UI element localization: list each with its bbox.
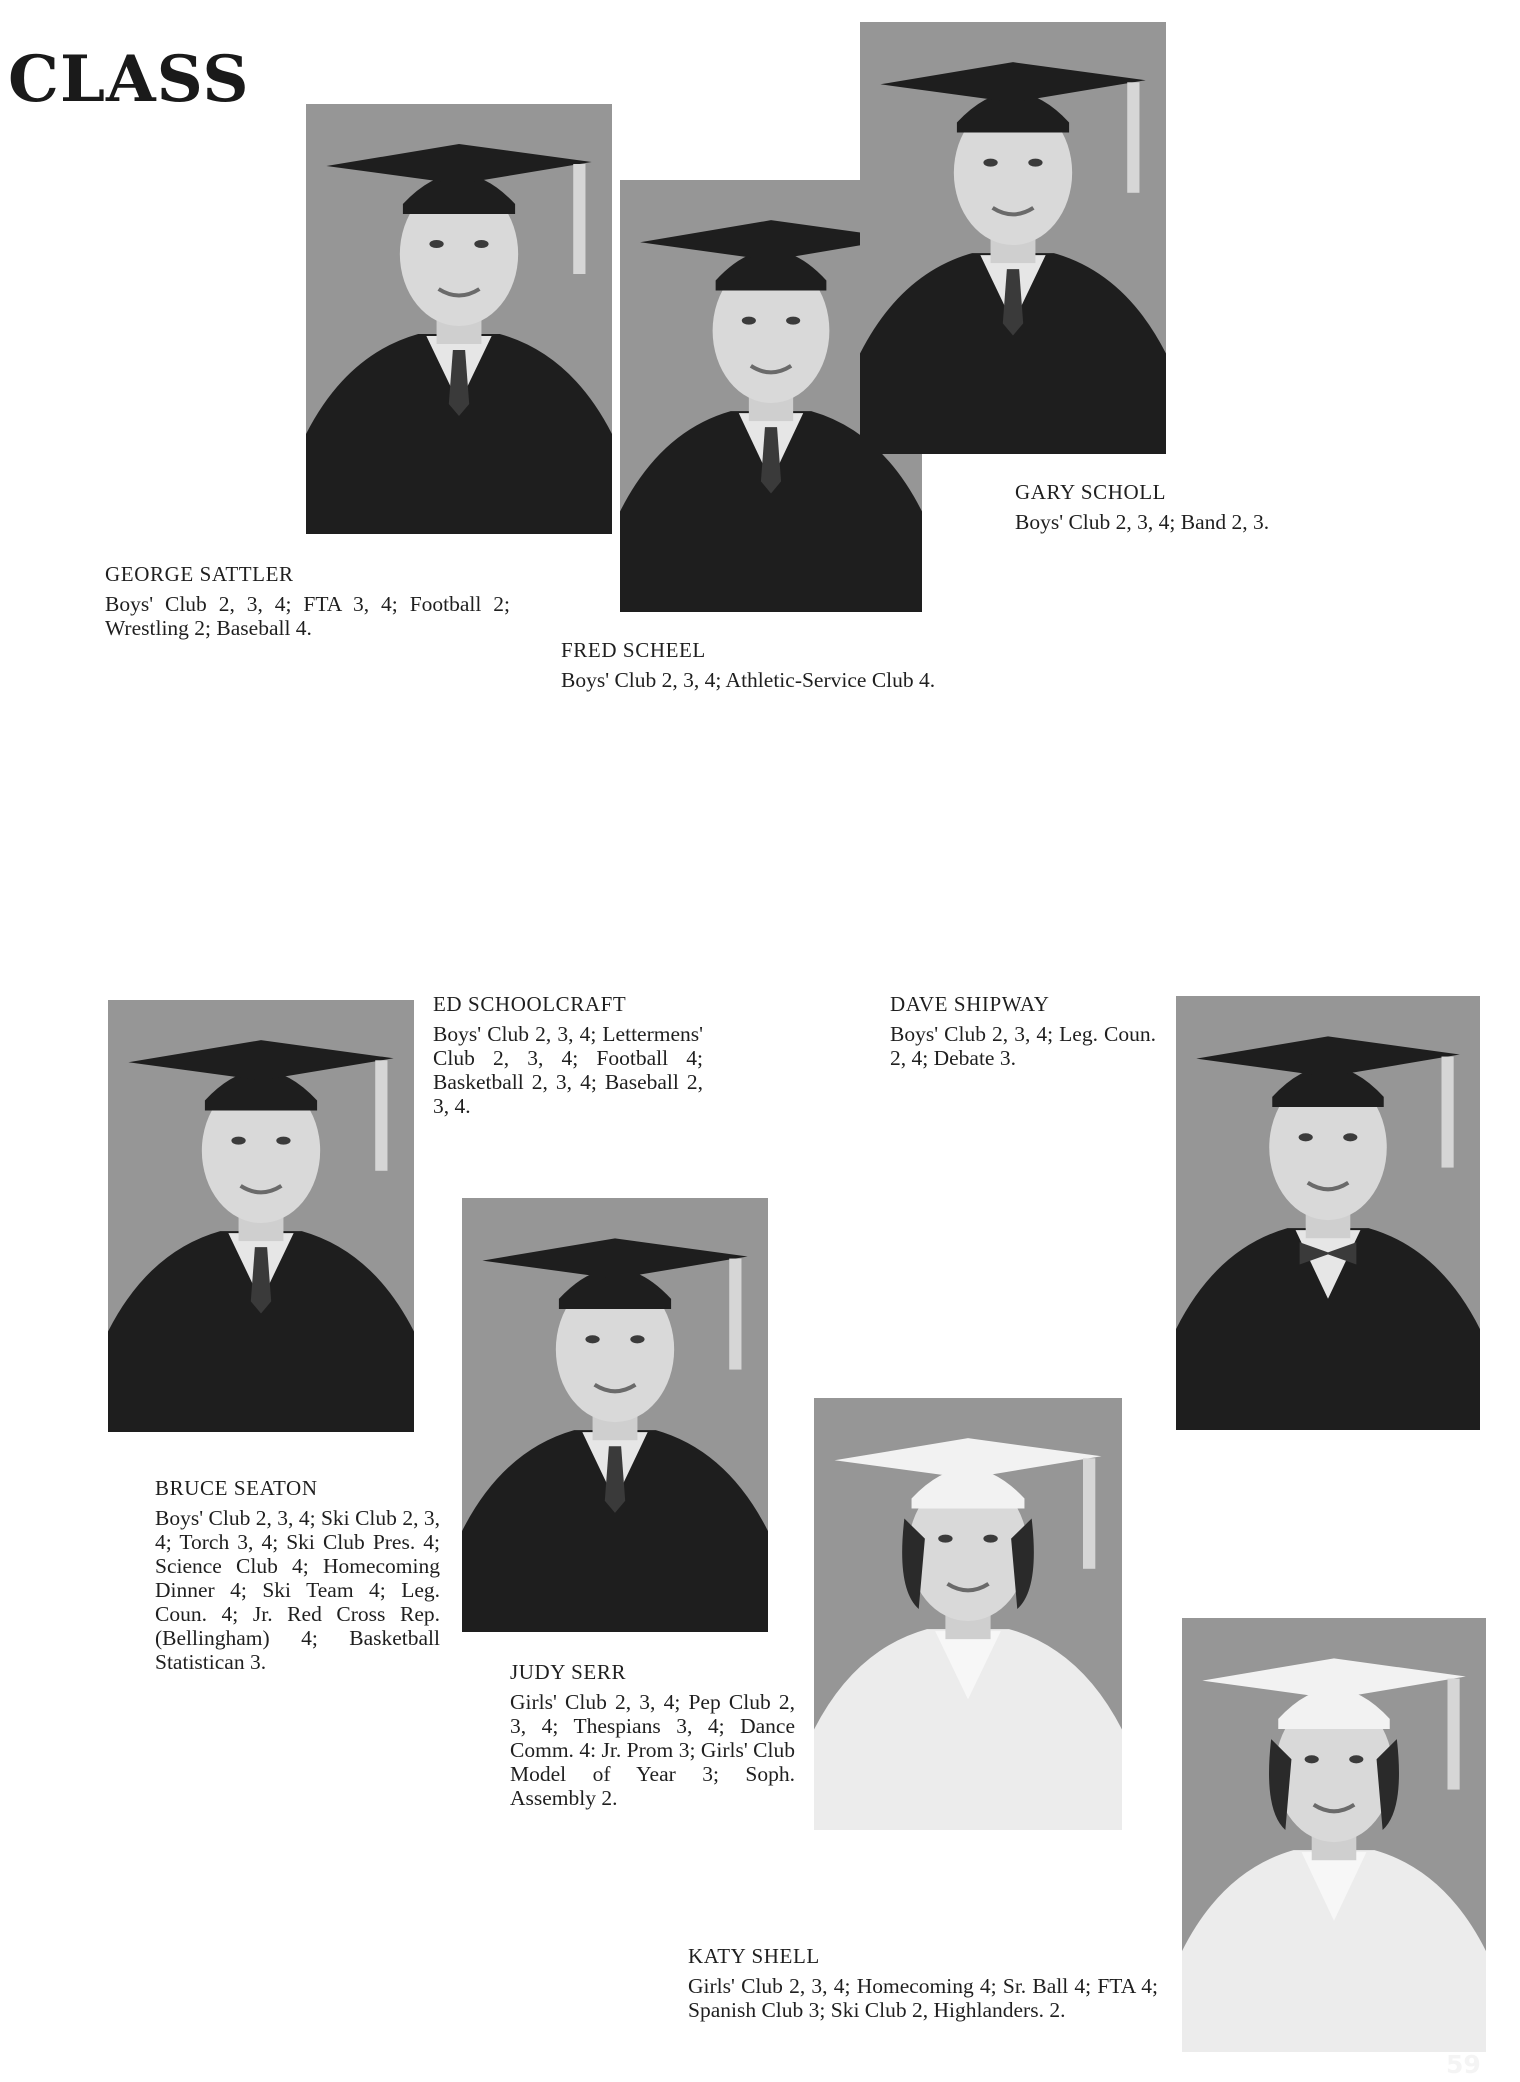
caption-judy-serr <box>510 1660 795 1810</box>
senior-name: BRUCE SEATON <box>155 1476 318 1500</box>
caption-katy-shell <box>688 1944 1158 2022</box>
portrait-george-sattler <box>306 104 612 534</box>
senior-name: ED SCHOOLCRAFT <box>433 992 627 1016</box>
left-eye <box>938 1535 952 1543</box>
photo-svg <box>860 22 1166 454</box>
tassel <box>573 164 585 274</box>
right-eye <box>276 1137 290 1145</box>
photo-svg <box>1176 996 1480 1430</box>
photo-svg <box>1182 1618 1486 2052</box>
photo-svg <box>462 1198 768 1632</box>
right-eye <box>983 1535 997 1543</box>
portrait-dave-shipway <box>1176 996 1480 1430</box>
photo-svg <box>306 104 612 534</box>
senior-activities: Boys' Club 2, 3, 4; Lettermens' Club 2, 3, 4; Football 4; Basketball 2, 3, 4; Baseball 2, 3, 4. <box>433 1022 703 1118</box>
tassel <box>1127 82 1139 193</box>
senior-name: KATY SHELL <box>688 1944 820 1968</box>
senior-name: DAVE SHIPWAY <box>890 992 1050 1016</box>
left-eye <box>1305 1755 1319 1763</box>
tassel <box>729 1259 741 1370</box>
left-eye <box>983 159 997 167</box>
photo-svg <box>108 1000 414 1432</box>
caption-fred-scheel <box>561 638 963 692</box>
right-eye <box>1349 1755 1363 1763</box>
caption-ed-schoolcraft <box>433 992 703 1118</box>
senior-name: GARY SCHOLL <box>1015 480 1167 504</box>
portrait-judy-serr <box>814 1398 1122 1830</box>
portrait-gary-scholl <box>860 22 1166 454</box>
senior-activities: Boys' Club 2, 3, 4; Ski Club 2, 3, 4; Torch 3, 4; Ski Club Pres. 4; Science Club 4; Homecoming Dinner 4; Ski Team 4; Leg. Coun. 4; Jr. Red Cross Rep. (Bellingham) 4; Basketball Statistican 3. <box>155 1506 440 1674</box>
portrait-ed-schoolcraft <box>462 1198 768 1632</box>
senior-name: FRED SCHEEL <box>561 638 706 662</box>
senior-activities: Boys' Club 2, 3, 4; Band 2, 3. <box>1015 510 1270 534</box>
tassel <box>1441 1057 1453 1168</box>
tassel <box>1447 1679 1459 1790</box>
senior-activities: Girls' Club 2, 3, 4; Homecoming 4; Sr. Ball 4; FTA 4; Spanish Club 3; Ski Club 2, Highlanders. 2. <box>688 1974 1158 2022</box>
senior-activities: Boys' Club 2, 3, 4; FTA 3, 4; Football 2; Wrestling 2; Baseball 4. <box>105 592 510 640</box>
right-eye <box>474 240 488 248</box>
left-eye <box>585 1335 599 1343</box>
photo-svg <box>814 1398 1122 1830</box>
caption-george-sattler <box>105 562 510 640</box>
right-eye <box>1343 1133 1357 1141</box>
page-number: 59 <box>1446 2050 1481 2079</box>
senior-name: GEORGE SATTLER <box>105 562 294 586</box>
left-eye <box>231 1137 245 1145</box>
senior-activities: Girls' Club 2, 3, 4; Pep Club 2, 3, 4; Thespians 3, 4; Dance Comm. 4: Jr. Prom 3; Girls' Club Model of Year 3; Soph. Assembly 2. <box>510 1690 795 1810</box>
senior-activities: Boys' Club 2, 3, 4; Athletic-Service Club 4. <box>561 668 936 692</box>
section-heading: CLASS <box>8 42 250 117</box>
left-eye <box>429 240 443 248</box>
portrait-katy-shell <box>1182 1618 1486 2052</box>
right-eye <box>630 1335 644 1343</box>
left-eye <box>742 317 756 325</box>
caption-dave-shipway <box>890 992 1156 1070</box>
senior-name: JUDY SERR <box>510 1660 627 1684</box>
caption-bruce-seaton <box>155 1476 440 1674</box>
tassel <box>375 1060 387 1171</box>
right-eye <box>1028 159 1042 167</box>
right-eye <box>786 317 800 325</box>
tassel <box>1083 1458 1095 1569</box>
caption-gary-scholl <box>1015 480 1455 534</box>
portrait-bruce-seaton <box>108 1000 414 1432</box>
left-eye <box>1299 1133 1313 1141</box>
senior-activities: Boys' Club 2, 3, 4; Leg. Coun. 2, 4; Debate 3. <box>890 1022 1156 1070</box>
